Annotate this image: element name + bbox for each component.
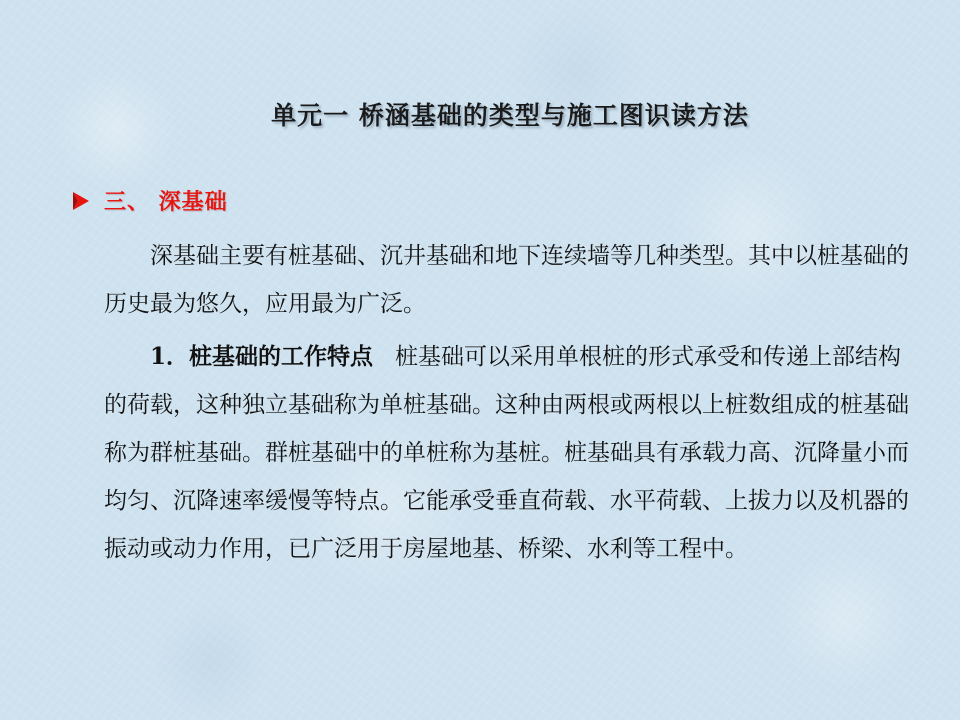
section-heading xyxy=(70,185,228,216)
paragraph-pile-foundation-text: 桩基础可以采用单根桩的形式承受和传递上部结构的荷载，这种独立基础称为单桩基础。这种由两根或两根以上桩数组成的桩基础称为群桩基础。群桩基础中的单桩称为基桩。桩基础具有承载力高、沉降量小而均匀、沉降速率缓慢等特点。它能承受垂直荷载、水平荷载、上拔力以及机器的振动或动力作用，已广泛用于房屋地基、桥梁、水利等工程中。 xyxy=(104,344,909,562)
paragraph-lead-heading: 1．桩基础的工作特点 xyxy=(150,343,374,370)
slide-title: 单元一 桥涵基础的类型与施工图识读方法 xyxy=(271,101,749,130)
section-heading-label: 三、 深基础 xyxy=(104,189,228,215)
body-text xyxy=(104,232,914,573)
paragraph-intro-text: 深基础主要有桩基础、沉井基础和地下连续墙等几种类型。其中以桩基础的历史最为悠久，应用最为广泛。 xyxy=(104,243,909,317)
arrow-bullet-icon xyxy=(70,190,92,212)
paragraph-intro xyxy=(104,232,914,328)
paragraph-pile-foundation xyxy=(104,333,914,573)
